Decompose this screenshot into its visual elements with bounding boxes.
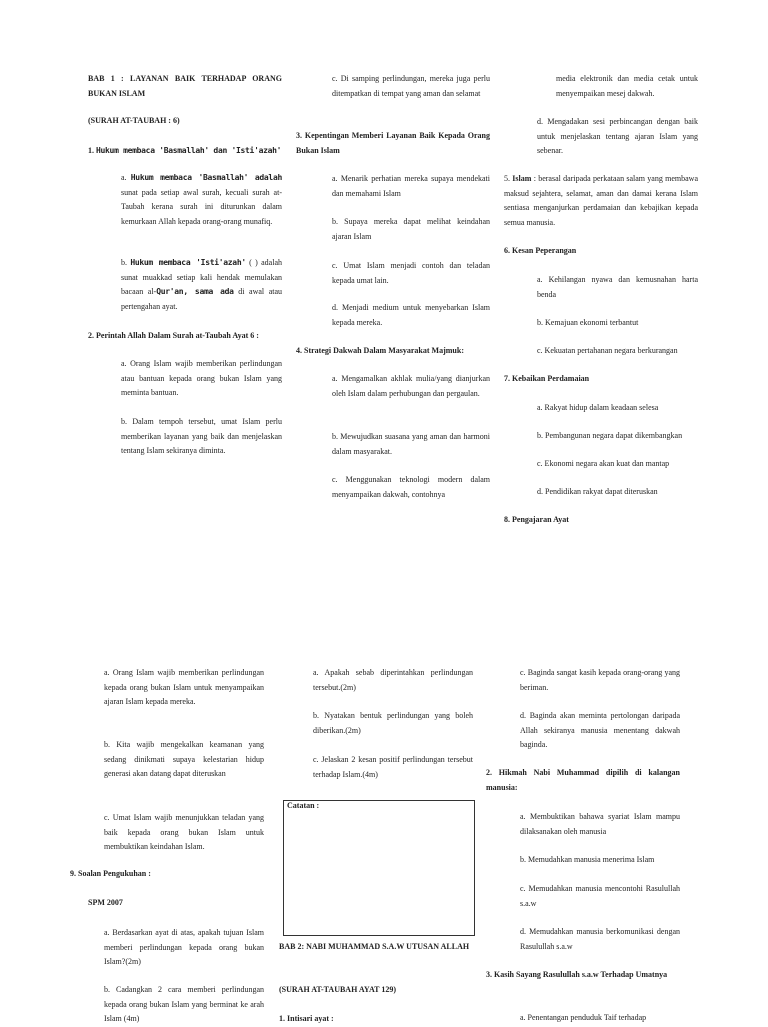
section-4-item-a: a. Mengamalkan akhlak mulia/yang dianjurkan oleh Islam dalam perhubungan dan pergaulan. (332, 374, 490, 398)
intisari-item-c: c. Baginda sangat kasih kepada orang-orang yang beriman. (520, 668, 680, 692)
section-4-heading: 4. Strategi Dakwah Dalam Masyarakat Majmuk: (296, 346, 464, 355)
chapter-2-surah: (SURAH AT-TAUBAH AYAT 129) (279, 985, 396, 994)
chapter-title: BAB 1 : LAYANAN BAIK TERHADAP ORANG BUKAN ISLAM (88, 74, 282, 98)
section-4-item-c: c. Menggunakan teknologi modern dalam menyampaikan dakwah, contohnya (332, 475, 490, 499)
catatan-label: Catatan : (287, 801, 320, 810)
intisari-item-d: d. Baginda akan meminta pertolongan daripada Allah sekiranya manusia menentang dakwah baginda. (520, 711, 680, 749)
section-3-item-a: a. Menarik perhatian mereka supaya mendekati dan memahami Islam (332, 174, 490, 198)
section-1-item-b: b. Hukum membaca 'Isti'azah' ( ) adalah sunat muakkad setiap kali hendak memulakan bacaan al-Qur'an, sama ada di awal atau pertengahan ayat. (121, 258, 283, 311)
hikmah-item-a: a. Membuktikan bahawa syariat Islam mampu dilaksanakan oleh manusia (520, 812, 680, 836)
section-6-item-c: c. Kekuatan pertahanan negara berkurangan (537, 346, 678, 355)
question-2-b: b. Nyatakan bentuk perlindungan yang boleh diberikan.(2m) (313, 711, 473, 735)
section-7-item-d: d. Pendidikan rakyat dapat diteruskan (537, 487, 658, 496)
section-7-item-a: a. Rakyat hidup dalam keadaan selesa (537, 403, 659, 412)
section-2-heading: 2. Perintah Allah Dalam Surah at-Taubah Ayat 6 : (88, 331, 259, 340)
hikmah-item-c: c. Memudahkan manusia mencontohi Rasulullah s.a.w (520, 884, 680, 908)
section-4-item-b: b. Mewujudkan suasana yang aman dan harmoni dalam masyarakat. (332, 432, 490, 456)
intisari-heading: 1. Intisari ayat : (279, 1014, 334, 1023)
hikmah-item-d: d. Memudahkan manusia berkomunikasi dengan Rasulullah s.a.w (520, 927, 680, 951)
lesson-item-c: c. Umat Islam wajib menunjukkan teladan yang baik kepada orang bukan Islam untuk membuktikan keindahan Islam. (104, 813, 264, 851)
kasih-sayang-item-a: a. Penentangan penduduk Taif terhadap (520, 1013, 647, 1022)
kasih-sayang-heading: 3. Kasih Sayang Rasulullah s.a.w Terhadap Umatnya (486, 970, 668, 979)
section-7-item-c: c. Ekonomi negara akan kuat dan mantap (537, 459, 670, 468)
chapter-2-title: BAB 2: NABI MUHAMMAD S.A.W UTUSAN ALLAH (279, 942, 470, 951)
question-a: a. Berdasarkan ayat di atas, apakah tujuan Islam memberi perlindungan kepada orang bukan Islam?(2m) (104, 928, 264, 966)
section-1-item-a: a. Hukum membaca 'Basmallah' adalah sunat pada setiap awal surah, kecuali surah at-Taubah kerana surah ini diturunkan dalam kemurkaan Allah kepada orang-orang munafiq. (121, 173, 282, 226)
question-2-c: c. Jelaskan 2 kesan positif perlindungan tersebut terhadap Islam.(4m) (313, 755, 473, 779)
section-3-heading: 3. Kepentingan Memberi Layanan Baik Kepada Orang Bukan Islam (296, 131, 490, 155)
lesson-item-a: a. Orang Islam wajib memberikan perlindungan kepada orang bukan Islam untuk menyampaikan ajaran Islam kepada mereka. (104, 668, 264, 706)
catatan-notes-box (283, 800, 475, 936)
section-3-item-c: c. Umat Islam menjadi contoh dan teladan kepada umat lain. (332, 261, 490, 285)
section-5-islam: 5. Islam : berasal daripada perkataan salam yang membawa maksud sejahtera, selamat, aman dan damai kerana Islam sentiasa menganjurkan perdamaian dan kebajikan kepada semua manusia. (504, 174, 699, 227)
section-3-item-d: d. Menjadi medium untuk menyebarkan Islam kepada mereka. (332, 303, 490, 327)
section-1-heading: 1. Hukum membaca 'Basmallah' dan 'Isti'azah' (88, 146, 282, 155)
hikmah-heading: 2. Hikmah Nabi Muhammad dipilih di kalangan manusia: (486, 768, 680, 792)
section-8-heading: 8. Pengajaran Ayat (504, 515, 569, 524)
section-4-item-d: d. Mengadakan sesi perbincangan dengan baik untuk menjelaskan tentang ajaran Islam yang sebenar. (537, 117, 698, 155)
section-7-heading: 7. Kebaikan Perdamaian (504, 374, 590, 383)
section-1-title: Hukum membaca 'Basmallah' dan 'Isti'azah' (96, 146, 282, 155)
hikmah-item-b: b. Memudahkan manusia menerima Islam (520, 855, 655, 864)
section-4-item-c-continued: media elektronik dan media cetak untuk menyempaikan mesej dakwah. (556, 74, 698, 98)
section-2-item-a: a. Orang Islam wajib memberikan perlindungan atau bantuan kepada orang bukan Islam yang meminta bantuan. (121, 359, 282, 397)
section-3-item-b: b. Supaya mereka dapat melihat keindahan ajaran Islam (332, 217, 490, 241)
section-2-item-b: b. Dalam tempoh tersebut, umat Islam perlu memberikan layanan yang baik dan menjelaskan tentang Islam sekiranya diminta. (121, 417, 282, 455)
page-bottom (0, 660, 768, 1024)
section-2-item-c: c. Di samping perlindungan, mereka juga perlu ditempatkan di tempat yang aman dan selamat (332, 74, 490, 98)
section-7-item-b: b. Pembangunan negara dapat dikembangkan (537, 431, 683, 440)
spm-2007-label: SPM 2007 (88, 898, 123, 907)
section-6-item-b: b. Kemajuan ekonomi terbantut (537, 318, 639, 327)
section-6-item-a: a. Kehilangan nyawa dan kemusnahan harta benda (537, 275, 698, 299)
section-6-heading: 6. Kesan Peperangan (504, 246, 577, 255)
question-2-a: a. Apakah sebab diperintahkan perlindungan tersebut.(2m) (313, 668, 473, 692)
section-9-heading: 9. Soalan Pengukuhan : (70, 869, 151, 878)
surah-reference: (SURAH AT-TAUBAH : 6) (88, 116, 180, 125)
question-b: b. Cadangkan 2 cara memberi perlindungan kepada orang bukan Islam yang berminat ke arah Islam (4m) (104, 985, 264, 1023)
lesson-item-b: b. Kita wajib mengekalkan keamanan yang sedang dinikmati supaya kelestarian hidup generasi akan datang dapat diteruskan (104, 740, 264, 778)
